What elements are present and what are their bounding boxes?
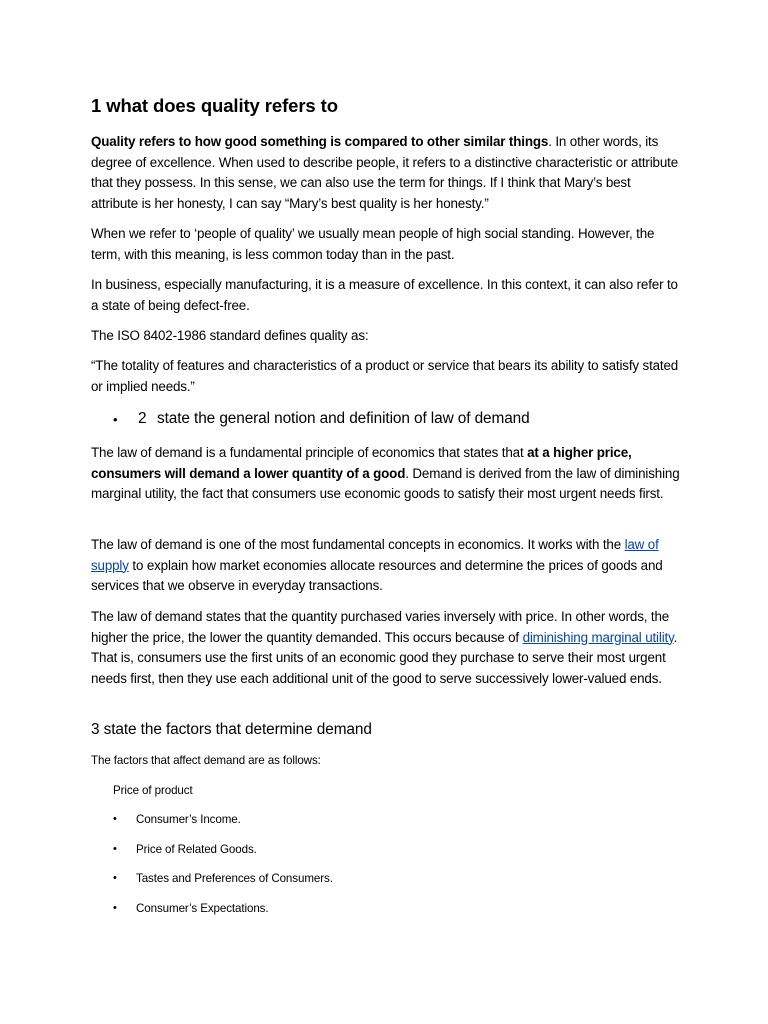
heading-number-2: 2 [138, 410, 147, 427]
paragraph-iso-standard: The ISO 8402-1986 standard defines quality as: [91, 328, 369, 343]
bullet-dot: • [113, 902, 117, 914]
heading-factors-demand: 3 state the factors that determine demand [91, 721, 372, 738]
factor-item: Tastes and Preferences of Consumers. [136, 872, 333, 885]
heading-law-of-demand: state the general notion and definition of law of demand [157, 410, 530, 427]
paragraph-law-of-demand-definition [91, 443, 681, 505]
quality-definition-rest: . In other words, its degree of excellence. When used to describe people, it refers to a distinctive characteristic or attribute that they possess. In this sense, we can also use the term for things. If I think that Mary’s best attribute is her honesty, I can say “Mary’s best quality is her honesty.” [91, 134, 678, 211]
factor-item: Consumer’s Income. [136, 813, 241, 826]
factor-item: Price of Related Goods. [136, 843, 257, 856]
bullet-dot: • [113, 412, 118, 427]
bullet-dot: • [113, 872, 117, 884]
paragraph-people-of-quality: When we refer to ‘people of quality’ we usually mean people of high social standing. However, the term, with this meaning, is less common today than in the past. [91, 226, 655, 262]
paragraph-business-quality: In business, especially manufacturing, it is a measure of excellence. In this context, it can also refer to a state of being defect-free. [91, 277, 678, 313]
diminishing-marginal-utility-link[interactable]: diminishing marginal utility [522, 629, 674, 645]
inverse-text-end: . That is, consumers use the first units of an economic good they purchase to serve their most urgent needs first, then they use each additional unit of the good to serve successively lower-valued ends. [91, 629, 678, 686]
factors-intro: The factors that affect demand are as follows: [91, 754, 321, 767]
law-of-demand-text-end: . Demand is derived from the law of diminishing marginal utility, the fact that consumers use economic goods to satisfy their most urgent needs first. [91, 465, 680, 502]
paragraph-quality-definition [91, 132, 681, 214]
paragraph-iso-quote: “The totality of features and characteristics of a product or service that bears its ability to satisfy stated or implied needs.” [91, 358, 679, 394]
inverse-text-start: The law of demand states that the quantity purchased varies inversely with price. In other words, the higher the price, the lower the quantity demanded. This occurs because of [91, 609, 670, 645]
bullet-dot: • [113, 813, 117, 825]
factor-price-of-product: Price of product [113, 784, 193, 797]
factor-item: Consumer’s Expectations. [136, 902, 269, 915]
law-of-supply-link[interactable]: law of supply [91, 537, 659, 573]
law-of-demand-bold: at a higher price, consumers will demand a lower quantity of a good [91, 445, 632, 481]
concept-text-start: The law of demand is one of the most fundamental concepts in economics. It works with the [91, 537, 625, 552]
law-of-demand-text-start: The law of demand is a fundamental principle of economics that states that [91, 445, 528, 460]
paragraph-inverse-relationship [91, 607, 681, 689]
heading-quality: 1 what does quality refers to [91, 95, 338, 116]
quality-definition-bold: Quality refers to how good something is compared to other similar things [91, 134, 549, 149]
concept-text-end: to explain how market economies allocate resources and determine the prices of goods and services that we observe in everyday transactions. [91, 557, 663, 594]
bullet-dot: • [113, 843, 117, 855]
paragraph-law-of-demand-concept [91, 535, 681, 597]
